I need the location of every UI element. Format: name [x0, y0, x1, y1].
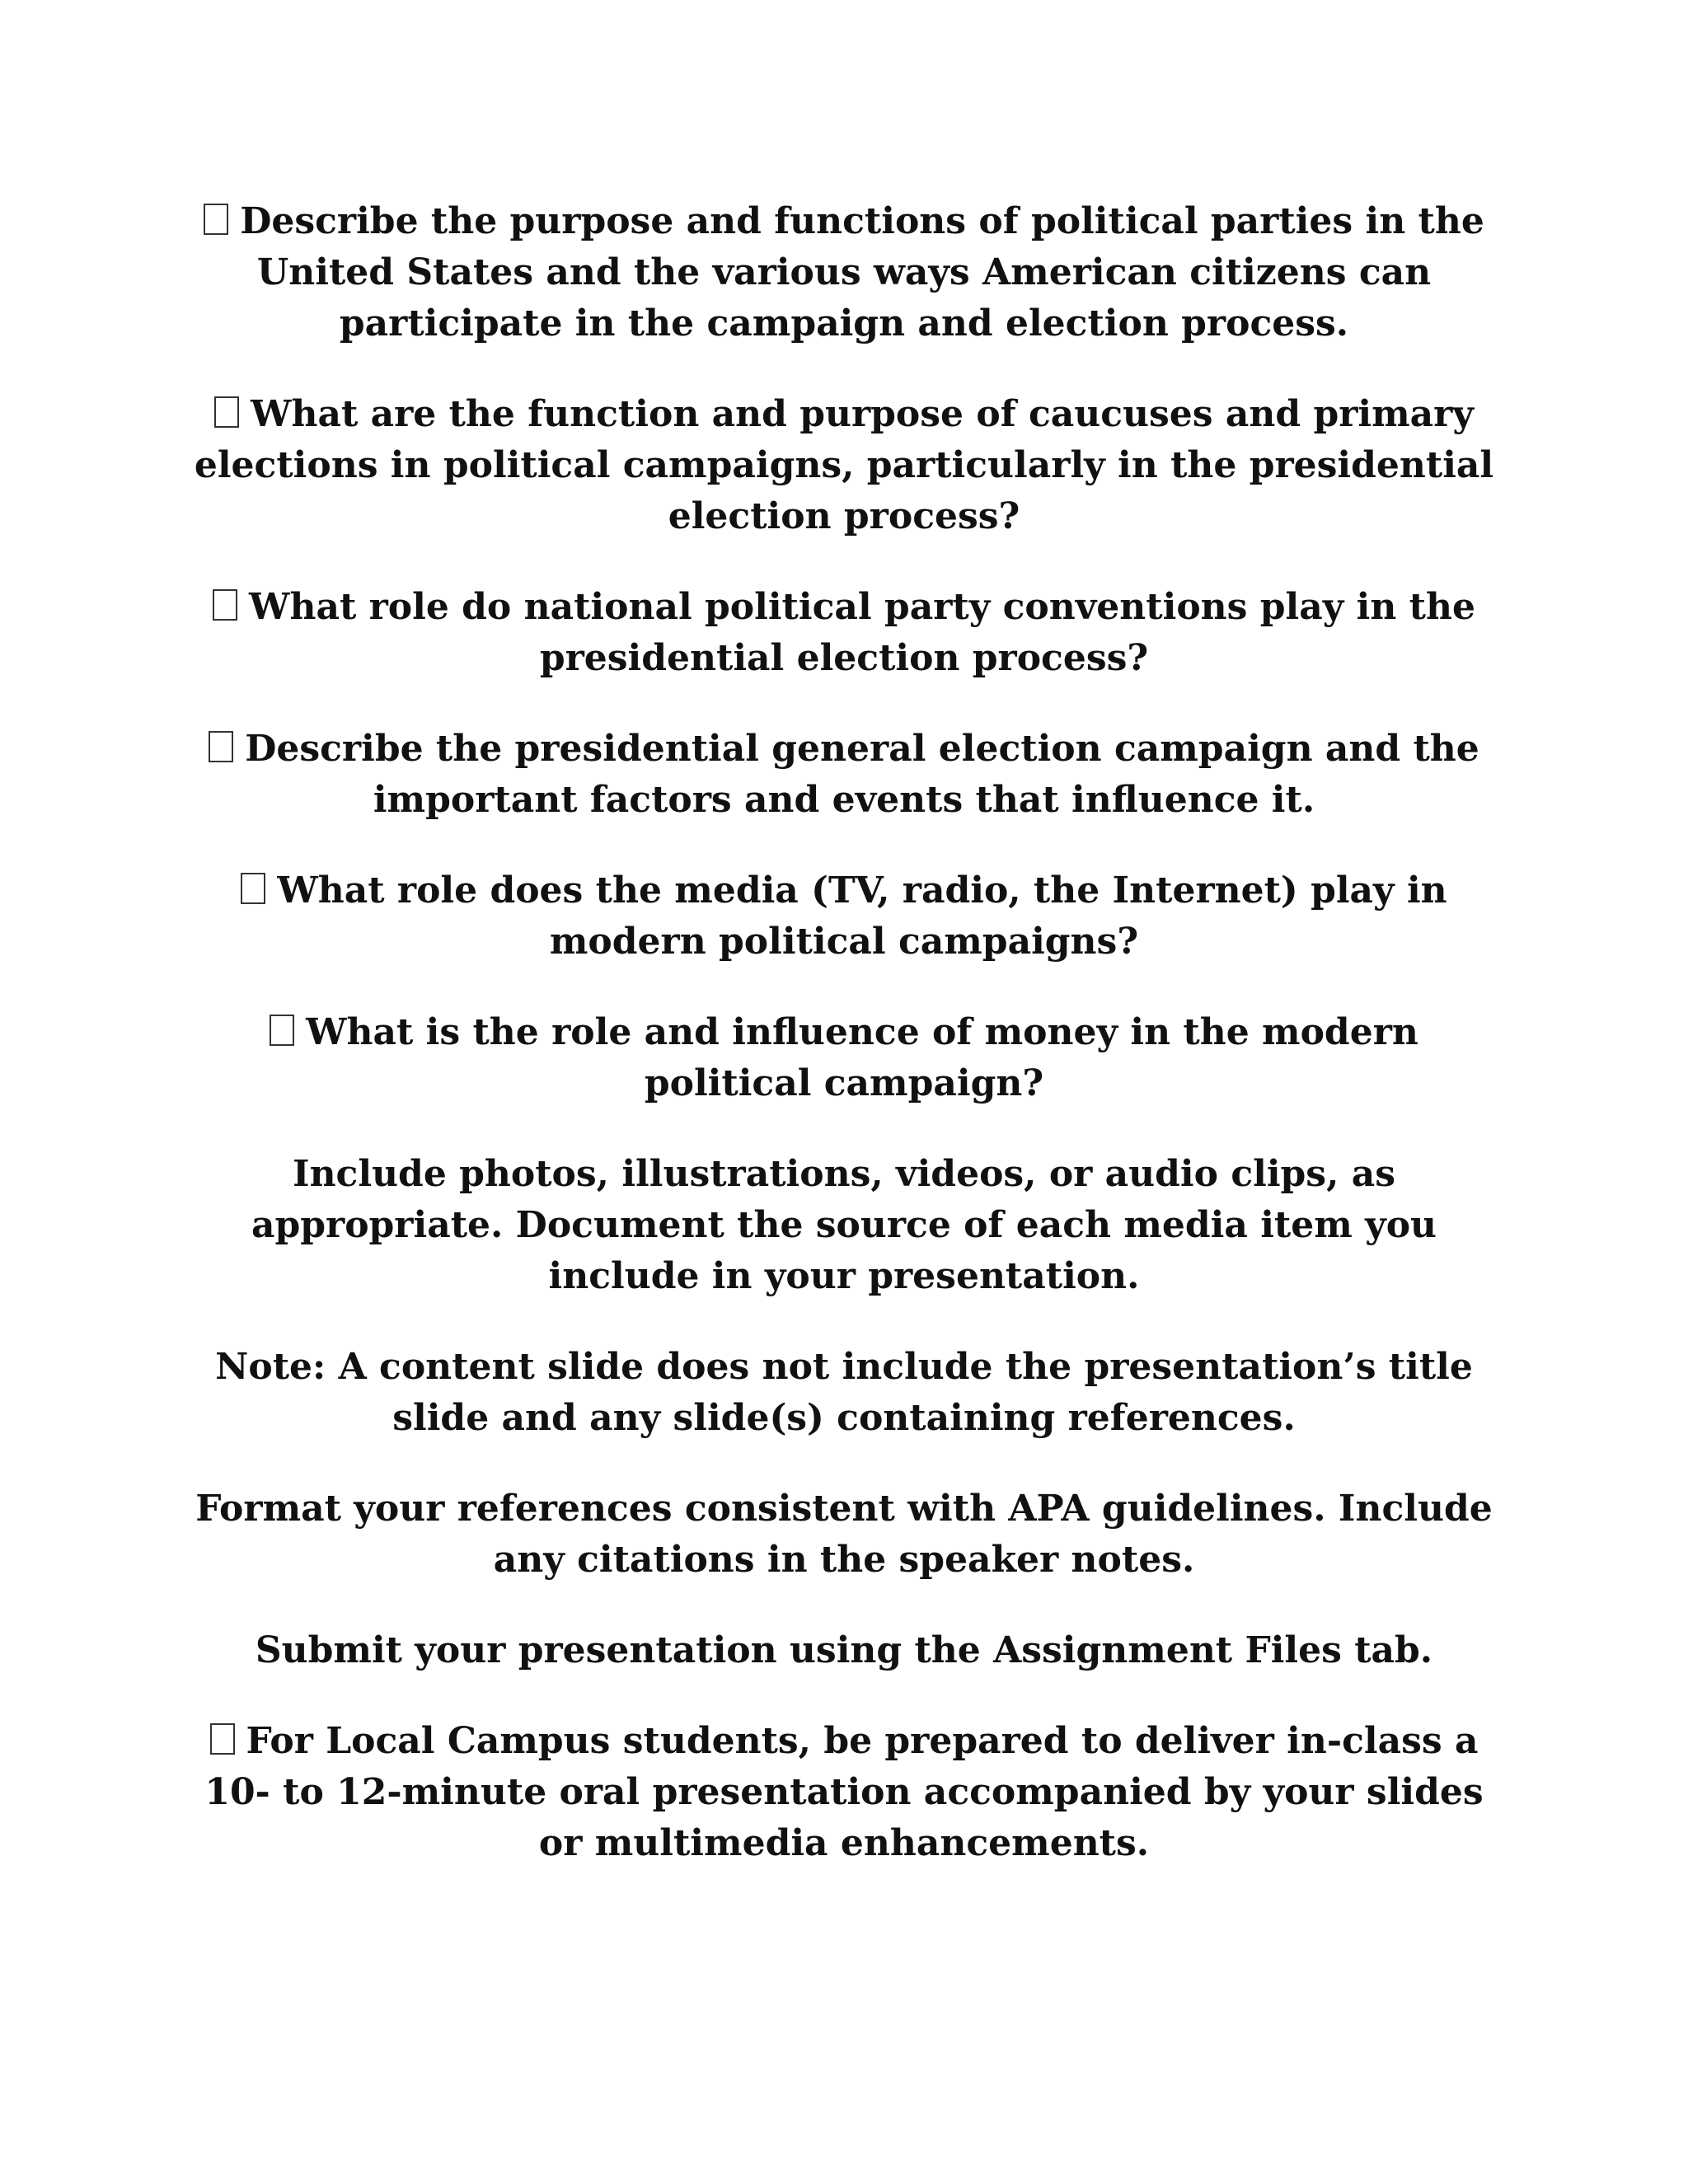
- paragraph-text: What role does the media (TV, radio, the Internet) play in modern political campaigns?: [277, 869, 1447, 963]
- missing-glyph-bullet-icon: [209, 731, 233, 762]
- paragraph-text: Format your references consistent with APA guidelines. Include any citations in the speaker notes.: [195, 1488, 1493, 1581]
- paragraph-text: Submit your presentation using the Assignment Files tab.: [255, 1629, 1433, 1671]
- paragraph-text: For Local Campus students, be prepared to deliver in-class a 10- to 12-minute oral presentation accompanied by your slides or multimedia enhancements.: [204, 1720, 1484, 1864]
- paragraph-text: What role do national political party conventions play in the presidential election process?: [249, 586, 1475, 679]
- missing-glyph-bullet-icon: [210, 1723, 235, 1755]
- paragraph-text: Include photos, illustrations, videos, or audio clips, as appropriate. Document the source of each media item you include in your presentation.: [251, 1153, 1437, 1297]
- paragraph-text: What are the function and purpose of caucuses and primary elections in political campaigns, particularly in the presidential election process?: [194, 393, 1494, 537]
- paragraph-note: [181, 1342, 1507, 1444]
- paragraph-text: Note: A content slide does not include the presentation’s title slide and any slide(s) containing references.: [215, 1346, 1473, 1439]
- document-body: [181, 196, 1507, 1909]
- missing-glyph-bullet-icon: [214, 396, 239, 428]
- paragraph-text: Describe the presidential general election campaign and the important factors and events that influence it.: [245, 728, 1479, 821]
- paragraph-money-role: [181, 1007, 1507, 1109]
- missing-glyph-bullet-icon: [241, 873, 265, 904]
- paragraph-text: Describe the purpose and functions of political parties in the United States and the various ways American citizens can participate in the campaign and election process.: [240, 200, 1484, 344]
- paragraph-text: What is the role and influence of money in the modern political campaign?: [306, 1011, 1418, 1104]
- missing-glyph-bullet-icon: [204, 204, 228, 235]
- paragraph-general-election: [181, 724, 1507, 826]
- paragraph-submit: [181, 1625, 1507, 1676]
- paragraph-caucuses-primaries: [181, 389, 1507, 542]
- paragraph-party-purpose: [181, 196, 1507, 349]
- paragraph-include-media: [181, 1149, 1507, 1302]
- paragraph-format-references: [181, 1483, 1507, 1586]
- paragraph-media-role: [181, 865, 1507, 968]
- paragraph-local-campus: [181, 1716, 1507, 1869]
- missing-glyph-bullet-icon: [213, 589, 237, 621]
- missing-glyph-bullet-icon: [270, 1015, 294, 1046]
- paragraph-conventions: [181, 582, 1507, 684]
